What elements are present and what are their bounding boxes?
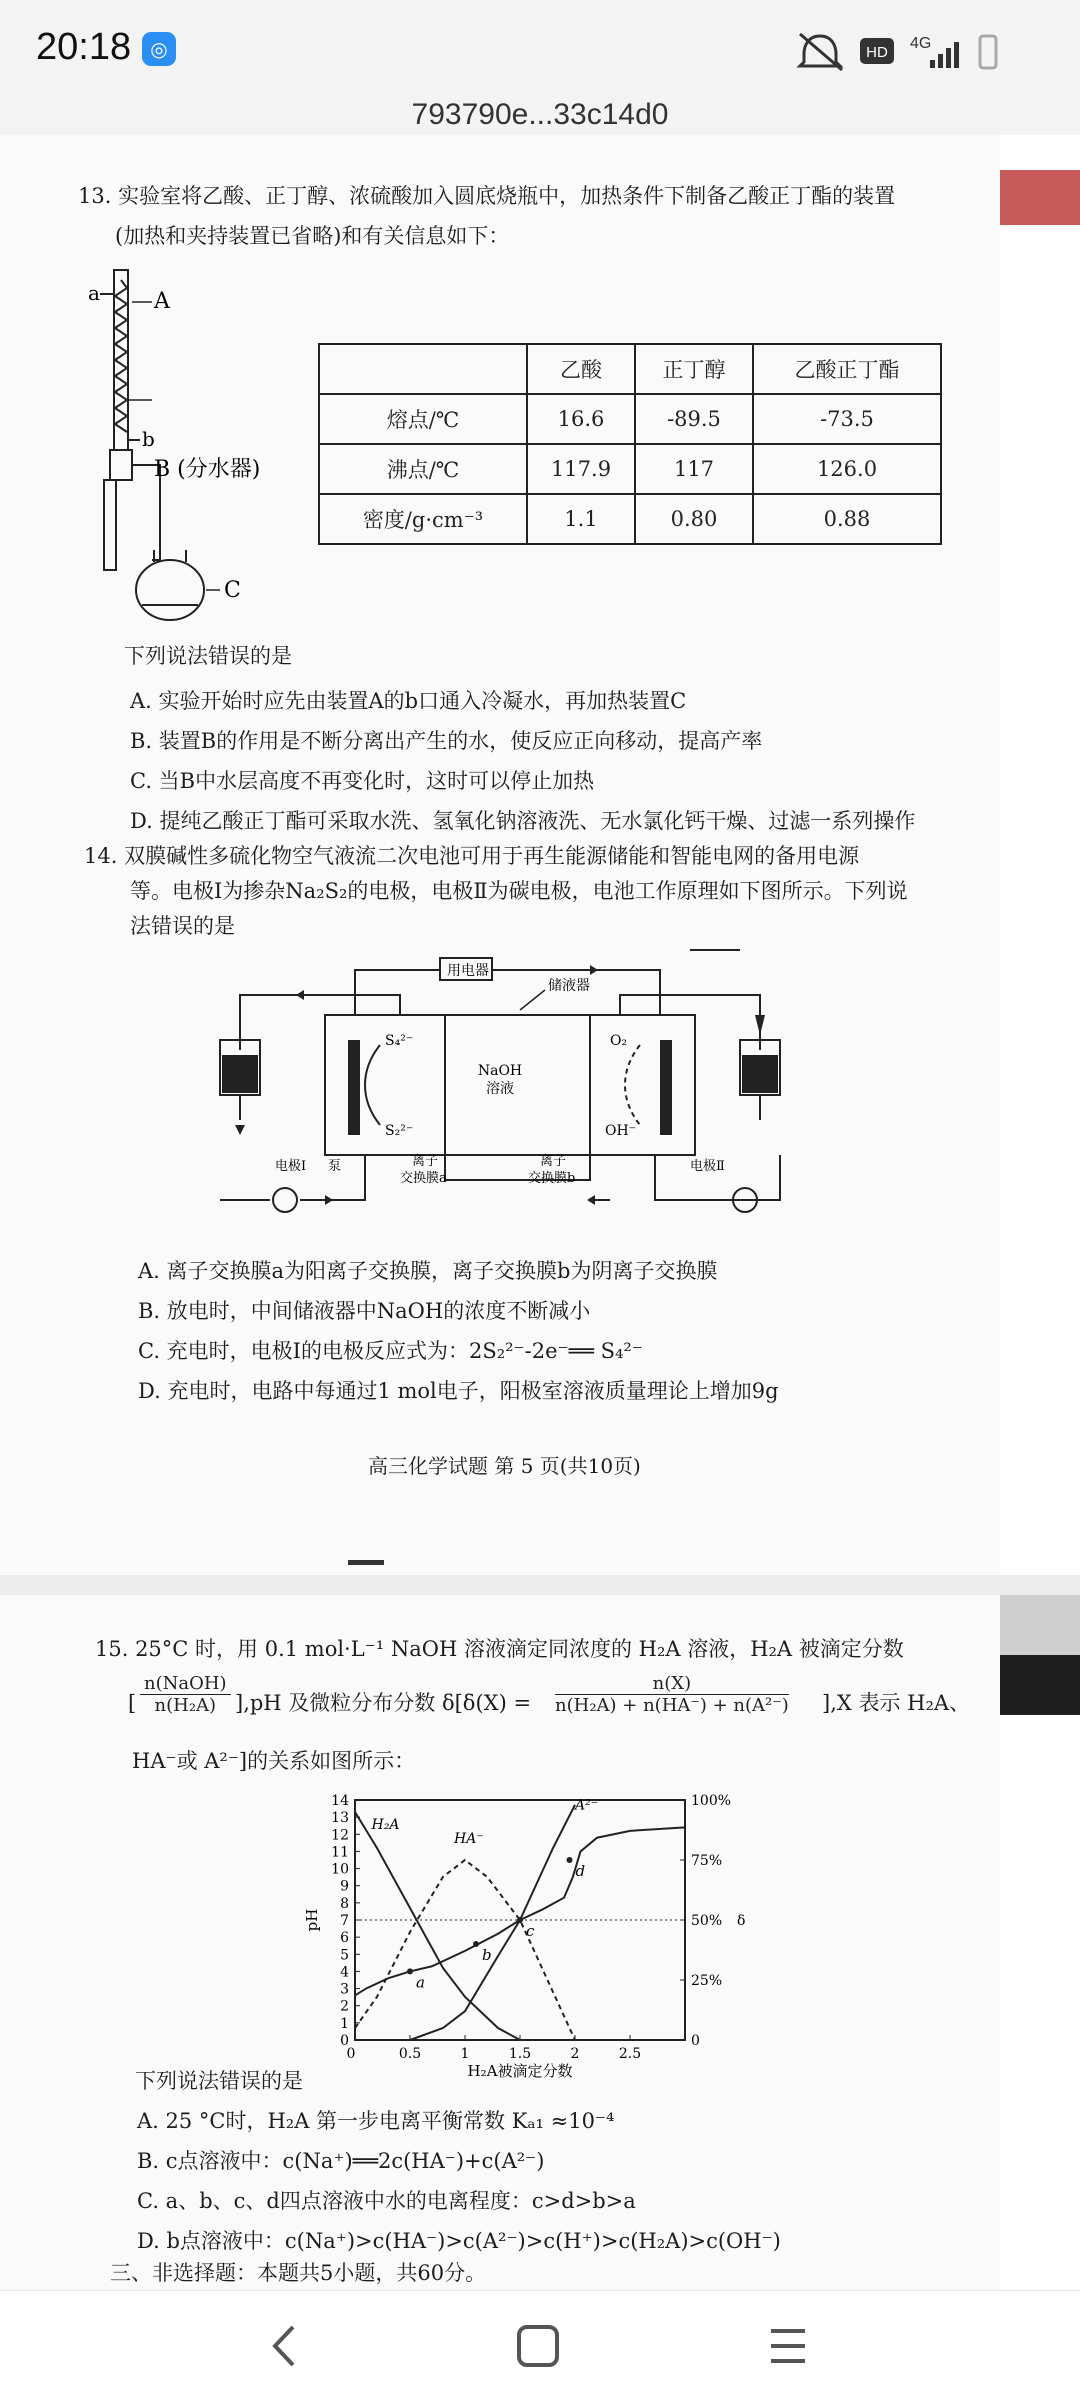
q14-stem-line1: 14. 双膜碱性多硫化物空气液流二次电池可用于再生能源储能和智能电网的备用电源 <box>84 844 860 868</box>
clock: 20:18 <box>36 26 132 68</box>
y-tick-label: 7 <box>340 1913 349 1929</box>
point-label: a <box>416 1973 425 1992</box>
y2-tick-label: 100% <box>691 1793 732 1809</box>
fraction-1-numerator: n(NaOH) <box>140 1673 231 1695</box>
table-cell: 熔点/℃ <box>319 394 527 444</box>
browser-app-icon: ◎ <box>142 32 176 66</box>
x-tick-label: 1.5 <box>508 2046 532 2062</box>
table-header-cell: 乙酸 <box>527 344 635 394</box>
y2-tick-label: 75% <box>691 1853 723 1869</box>
q15-stem-line1: 15. 25°C 时，用 0.1 mol·L⁻¹ NaOH 溶液滴定同浓度的 H₂A 溶液，H₂A 被滴定分数 <box>95 1637 904 1661</box>
q13-stem-line2: (加热和夹持装置已省略)和有关信息如下： <box>115 224 510 248</box>
table-row <box>319 394 941 444</box>
navigation-bar <box>0 2290 1080 2401</box>
q15-option-d: D. b点溶液中：c(Na⁺)>c(HA⁻)>c(A²⁻)>c(H⁺)>c(H₂A)>c(OH⁻) <box>137 2229 781 2253</box>
q13-property-table <box>318 343 942 545</box>
q13-prompt: 下列说法错误的是 <box>124 644 292 668</box>
label-A: A <box>154 289 170 314</box>
table-cell: 0.88 <box>753 494 941 544</box>
fraction-1-denominator: n(H₂A) <box>154 1695 217 1716</box>
q13-option-c: C. 当B中水层高度不再变化时，这时可以停止加热 <box>130 769 595 793</box>
y-tick-label: 3 <box>340 1981 349 1998</box>
side-thumb-gray[interactable] <box>1000 1595 1080 1655</box>
y-axis-label: pH <box>303 1908 321 1932</box>
series-line-H₂A <box>355 1812 520 2040</box>
x-tick-label: 1 <box>460 2046 470 2062</box>
label-electrode1: 电极Ⅰ <box>275 1159 307 1174</box>
table-cell: 1.1 <box>527 494 635 544</box>
table-cell: 117.9 <box>527 444 635 494</box>
y-tick-label: 5 <box>340 1947 349 1964</box>
label-appliance: 用电器 <box>447 963 489 979</box>
label-s2: S₂²⁻ <box>385 1123 414 1139</box>
series-line-A²⁻ <box>410 1805 575 2040</box>
page-separator <box>0 1575 1080 1595</box>
document-page-6 <box>0 1595 1000 2290</box>
y2-tick-label: 50% <box>691 1913 723 1929</box>
series-label: H₂A <box>371 1816 400 1833</box>
q14-option-c: C. 充电时，电极Ⅰ的电极反应式为：2S₂²⁻-2e⁻══ S₄²⁻ <box>138 1339 643 1363</box>
q15-option-c: C. a、b、c、d四点溶液中水的电离程度：c>d>b>a <box>137 2189 636 2213</box>
q14-stem-line2: 等。电极Ⅰ为掺杂Na₂S₂的电极，电极Ⅱ为碳电极，电池工作原理如下图所示。下列说 <box>130 879 908 903</box>
x-tick-label: 0.5 <box>398 2046 422 2062</box>
point-label: c <box>526 1922 535 1940</box>
scroll-indicator <box>348 1560 384 1565</box>
q14-option-b: B. 放电时，中间储液器中NaOH的浓度不断减小 <box>138 1299 591 1323</box>
y-tick-label: 0 <box>340 2033 349 2049</box>
y-tick-label: 11 <box>331 1844 349 1861</box>
url-bar[interactable] <box>0 95 1080 135</box>
q15-fraction-2 <box>555 1673 789 1716</box>
home-icon[interactable] <box>515 2323 561 2369</box>
y-tick-label: 8 <box>340 1895 349 1912</box>
q15-option-b: B. c点溶液中：c(Na⁺)══2c(HA⁻)+c(A²⁻) <box>137 2149 545 2173</box>
table-row <box>319 494 941 544</box>
hd-text: HD <box>866 44 888 61</box>
y-tick-label: 14 <box>331 1793 349 1809</box>
q13-apparatus-diagram <box>80 260 290 640</box>
table-header-row <box>319 344 941 394</box>
fraction-2-numerator: n(X) <box>555 1673 789 1695</box>
y2-tick-label: 0 <box>691 2033 700 2049</box>
q13-option-b: B. 装置B的作用是不断分离出产生的水，使反应正向移动，提高产率 <box>130 729 763 753</box>
side-thumb-red[interactable] <box>1000 170 1080 225</box>
battery-icon <box>980 36 996 68</box>
q13-stem-line1: 13. 实验室将乙酸、正丁醇、浓硫酸加入圆底烧瓶中，加热条件下制备乙酸正丁酯的装置 <box>78 184 896 208</box>
q14-battery-diagram <box>200 950 820 1255</box>
label-membrane-b2: 交换膜b <box>528 1171 576 1186</box>
y-tick-label: 1 <box>340 2015 349 2032</box>
label-membrane-a2: 交换膜a <box>400 1171 447 1186</box>
q15-option-a: A. 25 °C时，H₂A 第一步电离平衡常数 Kₐ₁ ≈10⁻⁴ <box>137 2109 615 2133</box>
x-axis-label: H₂A被滴定分数 <box>467 2062 573 2080</box>
table-cell: 沸点/℃ <box>319 444 527 494</box>
table-header-cell <box>319 344 527 394</box>
point-a <box>407 1968 413 1974</box>
q15-stem-tail: ],X 表示 H₂A、 <box>822 1691 971 1715</box>
q15-open-bracket: [ <box>128 1691 137 1715</box>
q13-option-a: A. 实验开始时应先由装置A的b口通入冷凝水，再加热装置C <box>130 689 687 713</box>
label-membrane-b1: 离子 <box>540 1154 567 1169</box>
q15-titration-chart <box>303 1785 746 2080</box>
y-tick-label: 2 <box>340 1998 349 2015</box>
q14-option-a: A. 离子交换膜a为阳离子交换膜，离子交换膜b为阴离子交换膜 <box>138 1259 718 1283</box>
label-s4: S₄²⁻ <box>385 1033 414 1049</box>
y-tick-label: 4 <box>340 1964 349 1981</box>
point-label: d <box>575 1862 586 1880</box>
table-cell: -89.5 <box>635 394 753 444</box>
series-label: A²⁻ <box>575 1797 599 1814</box>
side-thumb-dark[interactable] <box>1000 1655 1080 1715</box>
series-line-pH <box>355 1827 685 1995</box>
table-cell: 16.6 <box>527 394 635 444</box>
back-icon[interactable] <box>265 2321 305 2371</box>
label-solution: 溶液 <box>486 1081 514 1097</box>
point-b <box>473 1941 479 1947</box>
table-cell: -73.5 <box>753 394 941 444</box>
recent-apps-icon[interactable] <box>765 2323 811 2369</box>
x-tick-label-zero: 0 <box>346 2046 356 2062</box>
y-tick-label: 9 <box>340 1878 349 1895</box>
table-cell: 密度/g·cm⁻³ <box>319 494 527 544</box>
point-d <box>567 1857 573 1863</box>
y-tick-label: 13 <box>331 1810 349 1827</box>
y2-axis-label: δ <box>737 1913 746 1929</box>
x-tick-label: 2.5 <box>618 2046 642 2062</box>
label-reservoir: 储液器 <box>548 978 590 994</box>
y2-tick-label: 25% <box>691 1973 723 1989</box>
q14-stem-line3: 法错误的是 <box>130 914 235 938</box>
table-cell: 0.80 <box>635 494 753 544</box>
fraction-2-denominator: n(H₂A) + n(HA⁻) + n(A²⁻) <box>555 1695 789 1716</box>
signal-icon <box>930 42 959 68</box>
table-row <box>319 444 941 494</box>
y-tick-label: 12 <box>331 1827 349 1844</box>
q14-option-d: D. 充电时，电路中每通过1 mol电子，阳极室溶液质量理论上增加9g <box>138 1379 779 1403</box>
label-pump: 泵 <box>328 1159 342 1174</box>
label-naoh: NaOH <box>477 1063 523 1079</box>
label-B: B (分水器) <box>154 457 261 482</box>
status-icons <box>780 26 1060 81</box>
label-oh: OH⁻ <box>605 1123 637 1139</box>
table-cell: 117 <box>635 444 753 494</box>
url-text: 793790e...33c14d0 <box>411 98 669 131</box>
label-o2: O₂ <box>610 1033 628 1049</box>
label-b: b <box>142 427 155 451</box>
y-tick-label: 10 <box>331 1861 349 1878</box>
page-footer: 高三化学试题 第 5 页(共10页) <box>368 1454 641 1478</box>
point-label: b <box>482 1946 492 1964</box>
series-label: HA⁻ <box>454 1831 484 1848</box>
label-membrane-a1: 离子 <box>412 1154 439 1169</box>
q15-prompt: 下列说法错误的是 <box>135 2069 303 2093</box>
y-tick-label: 6 <box>340 1930 349 1947</box>
mute-bell-icon <box>800 34 842 70</box>
status-icons-svg <box>780 26 1060 76</box>
x-tick-label: 2 <box>570 2046 580 2062</box>
table-header-cell: 正丁醇 <box>635 344 753 394</box>
q15-stem-mid: ],pH 及微粒分布分数 δ[δ(X) = <box>235 1691 532 1715</box>
q13-option-d: D. 提纯乙酸正丁酯可采取水洗、氢氧化钠溶液洗、无水氯化钙干燥、过滤一系列操作 <box>130 809 916 833</box>
q15-fraction-1 <box>140 1673 231 1716</box>
table-header-cell: 乙酸正丁酯 <box>753 344 941 394</box>
label-electrode2: 电极Ⅱ <box>690 1159 725 1174</box>
table-cell: 126.0 <box>753 444 941 494</box>
label-C: C <box>224 578 241 603</box>
label-a: a <box>88 281 100 305</box>
section-heading-cut: 三、非选择题：本题共5小题，共60分。 <box>110 2261 487 2285</box>
status-bar <box>0 0 1080 95</box>
q15-stem-line3: HA⁻或 A²⁻]的关系如图所示： <box>132 1749 416 1773</box>
point-c <box>517 1917 523 1923</box>
document-page-5 <box>0 135 1000 1575</box>
network-type: 4G <box>910 35 932 52</box>
